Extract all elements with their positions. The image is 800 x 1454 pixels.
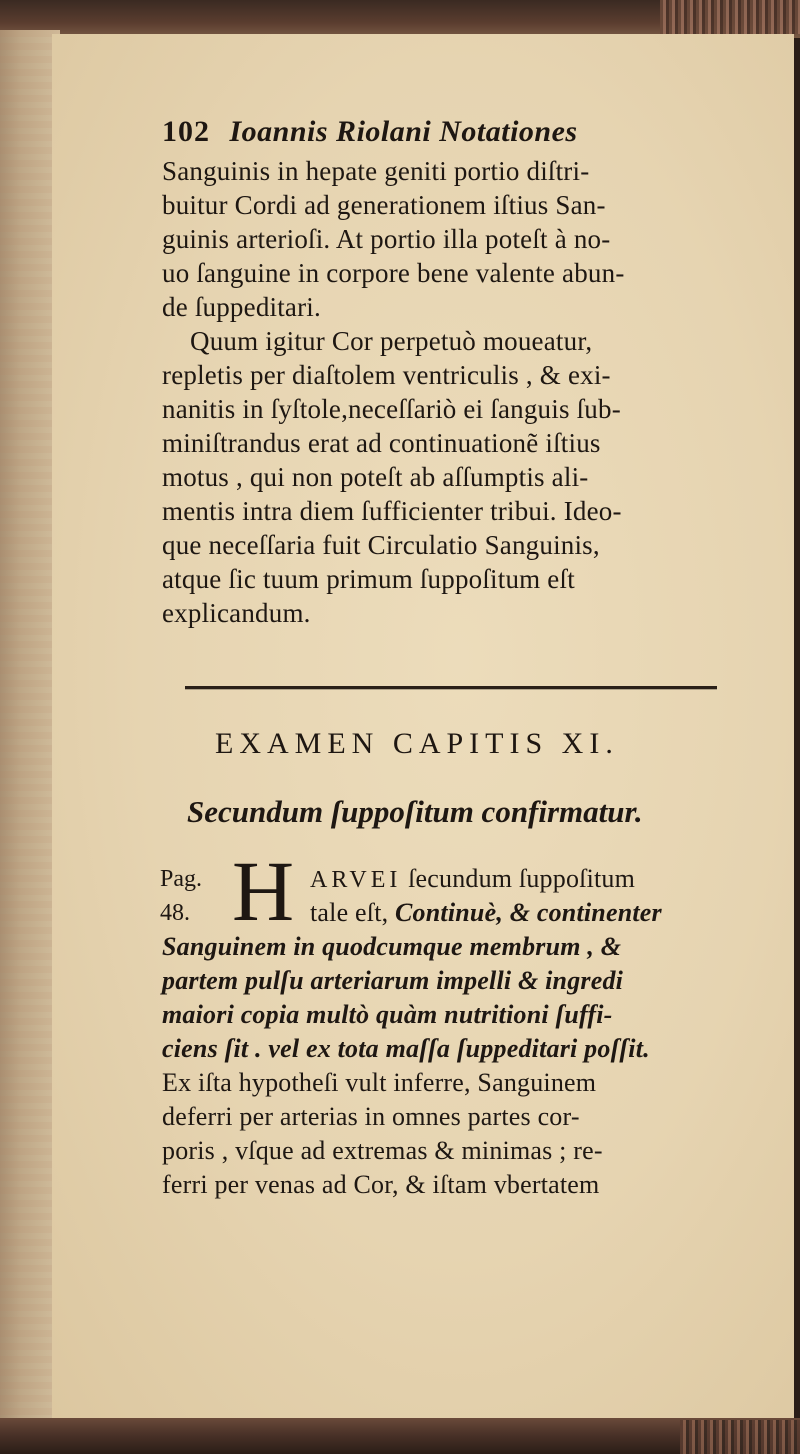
text-line: Ex iſta hypotheſi vult inferre, Sanguinem bbox=[162, 1068, 597, 1097]
margin-note-number: 48. bbox=[160, 900, 190, 926]
italic-quote-line: ciens ſit . vel ex tota maſſa ſuppeditari poſſit. bbox=[162, 1034, 650, 1063]
text-line: mentis intra diem ſufficienter tribui. Ideo- bbox=[162, 496, 622, 526]
text-line bbox=[162, 862, 732, 896]
italic-quote-line: Sanguinem in quodcumque membrum , & bbox=[162, 932, 622, 961]
text-span: ſecundum ſuppoſitum bbox=[401, 864, 636, 893]
text-line: que neceſſaria fuit Circulatio Sanguinis, bbox=[162, 530, 600, 560]
text-line: deferri per arterias in omnes partes cor- bbox=[162, 1102, 580, 1131]
paragraph-2 bbox=[162, 324, 732, 630]
text-line: uo ſanguine in corpore bene valente abun- bbox=[162, 258, 625, 288]
book-headband bbox=[660, 0, 800, 34]
paragraph-3 bbox=[162, 862, 732, 1202]
text-line: motus , qui non poteſt ab aſſumptis ali- bbox=[162, 462, 589, 492]
page-number: 102 bbox=[162, 115, 210, 148]
italic-quote: Continuè, & continenter bbox=[395, 898, 662, 927]
text-line: buitur Cordi ad generationem iſtius San- bbox=[162, 190, 606, 220]
text-line: nanitis in ſyſtole,neceſſariò ei ſanguis ſub- bbox=[162, 394, 621, 424]
section-subheading: Secundum ſuppoſitum confirmatur. bbox=[187, 794, 643, 829]
running-header bbox=[162, 110, 732, 154]
text-line: atque ſic tuum primum ſuppoſitum eſt bbox=[162, 564, 575, 594]
text-line bbox=[162, 896, 732, 930]
page-stack-edge bbox=[0, 30, 60, 1422]
running-title: Ioannis Riolani Notationes bbox=[229, 115, 578, 148]
italic-quote-line: maiori copia multò quàm nutritioni ſuffi- bbox=[162, 1000, 613, 1029]
book-tailband bbox=[680, 1420, 800, 1454]
upper-text-block bbox=[162, 110, 732, 630]
text-line: miniſtrandus erat ad continuationẽ iſtius bbox=[162, 428, 601, 458]
paragraph-1 bbox=[162, 154, 732, 324]
text-line: Quum igitur Cor perpetuò moueatur, bbox=[190, 326, 593, 356]
text-line: repletis per diaſtolem ventriculis , & exi- bbox=[162, 360, 611, 390]
section-heading: EXAMEN CAPITIS XI. bbox=[215, 727, 619, 760]
text-span: tale eſt, bbox=[310, 898, 396, 927]
text-line: ferri per venas ad Cor, & iſtam vbertatem bbox=[162, 1170, 600, 1199]
text-line: Sanguinis in hepate geniti portio diſtri- bbox=[162, 156, 590, 186]
text-line: de ſuppeditari. bbox=[162, 292, 321, 322]
italic-quote-line: partem pulſu arteriarum impelli & ingredi bbox=[162, 966, 624, 995]
margin-note-pag: Pag. bbox=[160, 866, 202, 892]
text-line: explicandum. bbox=[162, 598, 311, 628]
name-small-caps: ARVEI bbox=[310, 867, 402, 893]
section-divider bbox=[185, 686, 717, 689]
drop-cap: H bbox=[232, 843, 295, 939]
text-line: poris , vſque ad extremas & minimas ; re- bbox=[162, 1136, 603, 1165]
text-line: guinis arterioſi. At portio illa poteſt à no- bbox=[162, 224, 611, 254]
